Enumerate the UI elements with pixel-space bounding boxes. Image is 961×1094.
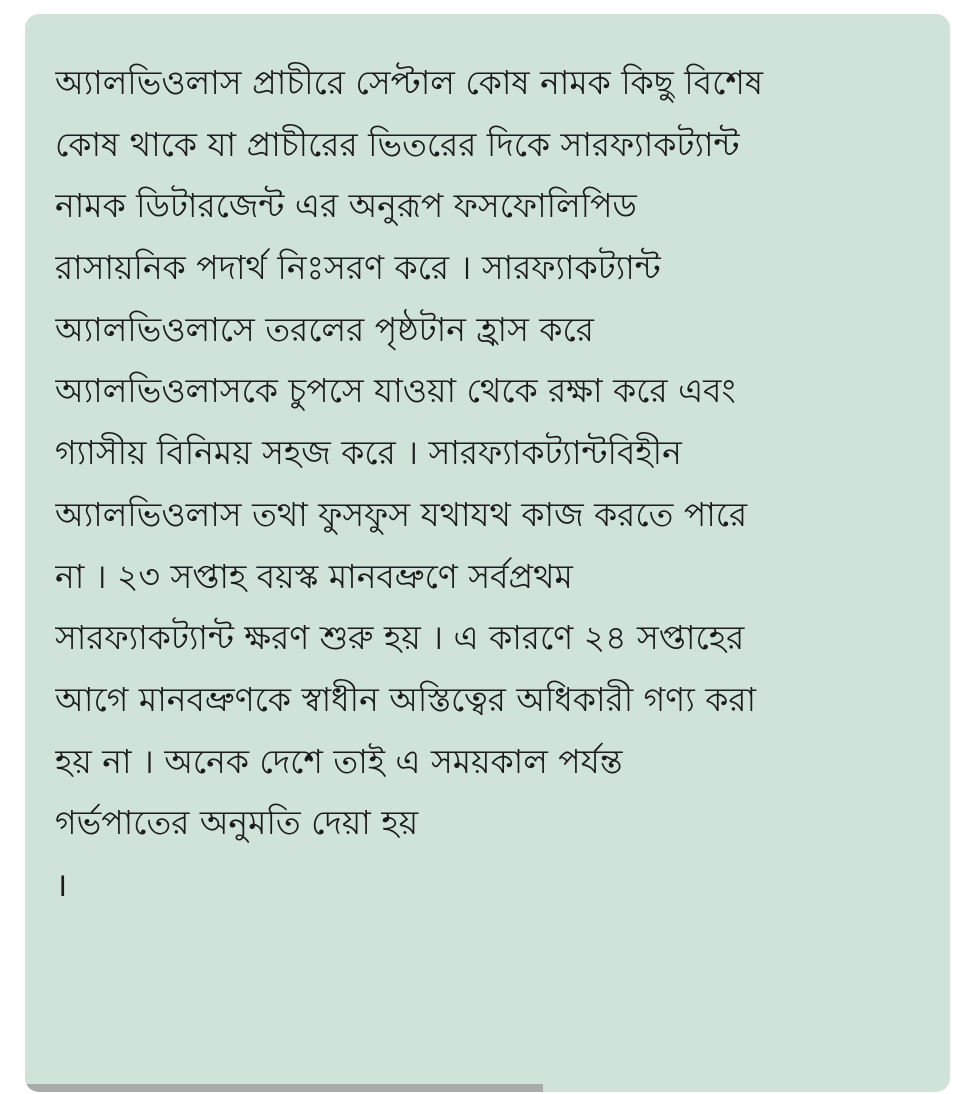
- text-line: হয় না । অনেক দেশে তাই এ সময়কাল পর্যন্ত: [55, 741, 623, 781]
- text-line: অ্যালভিওলাসকে চুপসে যাওয়া থেকে রক্ষা করে এবং: [55, 371, 736, 411]
- text-card: [25, 14, 950, 1092]
- text-line: গ্যাসীয় বিনিময় সহজ করে । সারফ্যাকট্যান্টবিহীন: [55, 433, 682, 473]
- scrollbar-thumb[interactable]: [25, 1084, 543, 1092]
- text-line: গর্ভপাতের অনুমতি দেয়া হয়: [55, 803, 419, 843]
- text-line: আগে মানবভ্রুণকে স্বাধীন অস্তিত্বের অধিকারী গণ্য করা: [55, 679, 757, 719]
- text-line: অ্যালভিওলাসে তরলের পৃষ্ঠটান হ্রাস করে: [55, 309, 594, 349]
- text-line: কোষ থাকে যা প্রাচীরের ভিতরের দিকে সারফ্যাকট্যান্ট: [55, 124, 740, 164]
- text-line: অ্যালভিওলাস প্রাচীরে সেপ্টাল কোষ নামক কিছু বিশেষ: [55, 63, 764, 102]
- text-line: রাসায়নিক পদার্থ নিঃসরণ করে । সারফ্যাকট্যান্ট: [55, 248, 661, 288]
- text-line: না । ২৩ সপ্তাহ বয়স্ক মানবভ্রুণে সর্বপ্রথম: [55, 556, 573, 596]
- paragraph-text: [55, 52, 935, 916]
- horizontal-scrollbar[interactable]: [25, 1084, 950, 1092]
- text-line: অ্যালভিওলাস তথা ফুসফুস যথাযথ কাজ করতে পারে: [55, 494, 748, 534]
- text-line: নামক ডিটারজেন্ট এর অনুরূপ ফসফোলিপিড: [55, 186, 637, 226]
- text-line: ।: [55, 864, 68, 904]
- text-line: সারফ্যাকট্যান্ট ক্ষরণ শুরু হয় । এ কারণে ২৪ সপ্তাহের: [55, 618, 745, 658]
